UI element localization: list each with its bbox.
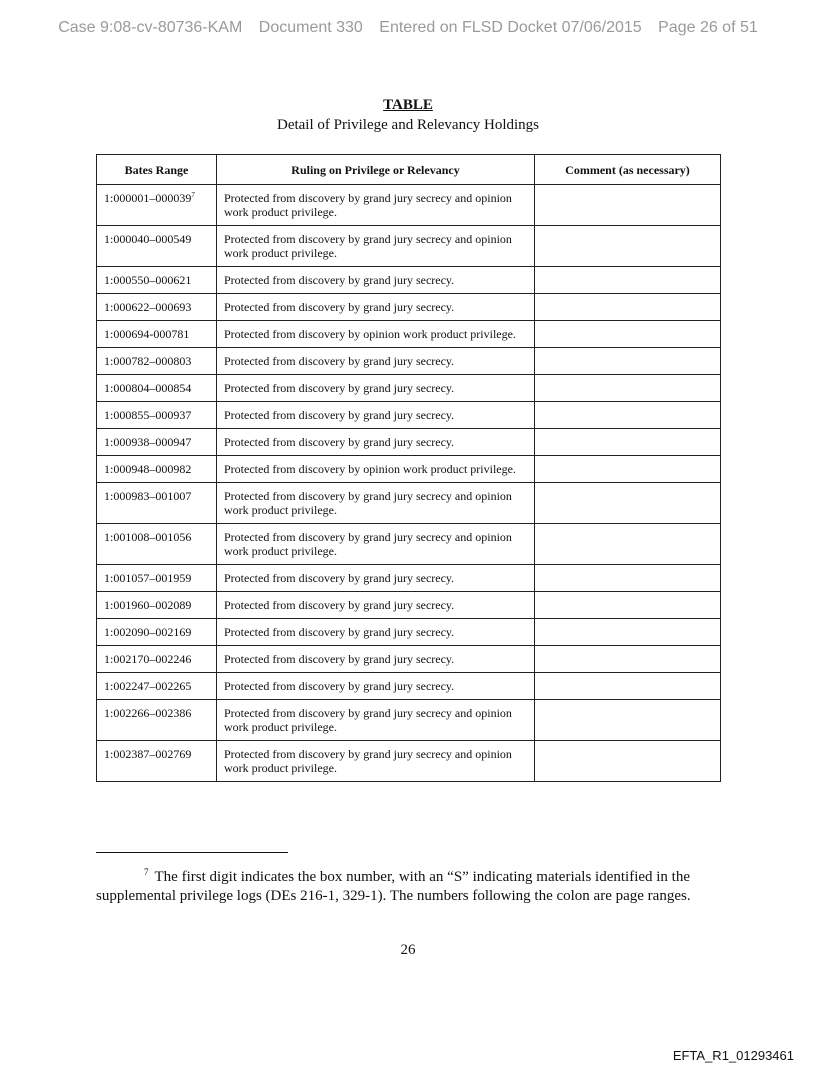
ruling-cell: Protected from discovery by grand jury secrecy and opinion work product privilege. — [217, 483, 535, 524]
ruling-cell: Protected from discovery by grand jury secrecy. — [217, 375, 535, 402]
docket-header — [0, 19, 816, 37]
comment-cell — [535, 646, 721, 673]
table-header-row — [97, 155, 721, 185]
bates-range: 1:000550–000621 — [104, 273, 192, 287]
ruling-cell: Protected from discovery by grand jury secrecy. — [217, 402, 535, 429]
comment-cell — [535, 321, 721, 348]
page-number: 26 — [400, 942, 416, 958]
docket-entry-date: Entered on FLSD Docket 07/06/2015 — [379, 19, 642, 36]
bates-range: 1:002266–002386 — [104, 706, 192, 720]
footnote-text: The first digit indicates the box number, with an “S” indicating materials identified in the supplemental privilege logs (DEs 216-1, 329-1). The numbers following the colon are page ranges. — [96, 869, 691, 904]
bates-range-cell — [97, 321, 217, 348]
comment-cell — [535, 226, 721, 267]
ruling-cell: Protected from discovery by grand jury secrecy and opinion work product privilege. — [217, 226, 535, 267]
bates-range-cell — [97, 619, 217, 646]
footnote-reference: 7 — [191, 191, 195, 199]
comment-cell — [535, 592, 721, 619]
bates-range: 1:000938–000947 — [104, 435, 192, 449]
bates-range-cell — [97, 646, 217, 673]
table-row — [97, 619, 721, 646]
comment-cell — [535, 483, 721, 524]
table-row — [97, 294, 721, 321]
privilege-table — [96, 154, 721, 782]
bates-range-cell — [97, 429, 217, 456]
table-row — [97, 483, 721, 524]
bates-range: 1:001057–001959 — [104, 571, 192, 585]
ruling-cell: Protected from discovery by opinion work product privilege. — [217, 456, 535, 483]
ruling-cell: Protected from discovery by grand jury secrecy. — [217, 592, 535, 619]
comment-cell — [535, 402, 721, 429]
table-row — [97, 348, 721, 375]
bates-range: 1:000804–000854 — [104, 381, 192, 395]
bates-range-cell — [97, 185, 217, 226]
bates-range: 1:002090–002169 — [104, 625, 192, 639]
comment-cell — [535, 348, 721, 375]
table-title: TABLE — [383, 97, 433, 113]
ruling-cell: Protected from discovery by grand jury secrecy. — [217, 429, 535, 456]
column-header-ruling: Ruling on Privilege or Relevancy — [217, 155, 535, 185]
ruling-cell: Protected from discovery by opinion work product privilege. — [217, 321, 535, 348]
bates-range: 1:000948–000982 — [104, 462, 192, 476]
footnote — [96, 868, 720, 906]
comment-cell — [535, 700, 721, 741]
table-subtitle: Detail of Privilege and Relevancy Holdings — [276, 117, 540, 133]
bates-range-cell — [97, 741, 217, 782]
table-row — [97, 429, 721, 456]
table-row — [97, 226, 721, 267]
bates-range: 1:001960–002089 — [104, 598, 192, 612]
bates-range-cell — [97, 348, 217, 375]
table-row — [97, 185, 721, 226]
table-row — [97, 402, 721, 429]
ruling-cell: Protected from discovery by grand jury secrecy. — [217, 619, 535, 646]
bates-range-cell — [97, 226, 217, 267]
ruling-cell: Protected from discovery by grand jury secrecy. — [217, 646, 535, 673]
footnote-divider — [96, 852, 288, 853]
bates-range-cell — [97, 402, 217, 429]
bates-range-cell — [97, 565, 217, 592]
bates-range: 1:000782–000803 — [104, 354, 192, 368]
comment-cell — [535, 456, 721, 483]
ruling-cell: Protected from discovery by grand jury secrecy. — [217, 673, 535, 700]
ruling-cell: Protected from discovery by grand jury secrecy. — [217, 267, 535, 294]
bates-range: 1:001008–001056 — [104, 530, 192, 544]
ruling-cell: Protected from discovery by grand jury secrecy and opinion work product privilege. — [217, 741, 535, 782]
page-count: Page 26 of 51 — [658, 19, 758, 36]
table-row — [97, 456, 721, 483]
bates-stamp: EFTA_R1_01293461 — [672, 1048, 794, 1063]
bates-range-cell — [97, 524, 217, 565]
bates-range-cell — [97, 375, 217, 402]
ruling-cell: Protected from discovery by grand jury secrecy. — [217, 294, 535, 321]
table-row — [97, 375, 721, 402]
table-row — [97, 321, 721, 348]
comment-cell — [535, 619, 721, 646]
comment-cell — [535, 429, 721, 456]
bates-range: 1:002387–002769 — [104, 747, 192, 761]
ruling-cell: Protected from discovery by grand jury secrecy and opinion work product privilege. — [217, 185, 535, 226]
document-number: Document 330 — [258, 19, 363, 36]
bates-range-cell — [97, 592, 217, 619]
bates-range-cell — [97, 483, 217, 524]
ruling-cell: Protected from discovery by grand jury secrecy. — [217, 348, 535, 375]
column-header-bates-range: Bates Range — [97, 155, 217, 185]
case-number: Case 9:08-cv-80736-KAM — [58, 19, 243, 36]
bates-range: 1:000040–000549 — [104, 232, 192, 246]
table-row — [97, 741, 721, 782]
bates-range: 1:000855–000937 — [104, 408, 192, 422]
bates-range: 1:000622–000693 — [104, 300, 192, 314]
table-row — [97, 267, 721, 294]
bates-range-cell — [97, 456, 217, 483]
bates-range-cell — [97, 673, 217, 700]
bates-range-cell — [97, 267, 217, 294]
table-row — [97, 524, 721, 565]
bates-range: 1:000983–001007 — [104, 489, 192, 503]
footnote-number: 7 — [144, 867, 149, 877]
ruling-cell: Protected from discovery by grand jury secrecy and opinion work product privilege. — [217, 700, 535, 741]
bates-range: 1:000694-000781 — [104, 327, 190, 341]
ruling-cell: Protected from discovery by grand jury secrecy. — [217, 565, 535, 592]
bates-range-cell — [97, 700, 217, 741]
ruling-cell: Protected from discovery by grand jury secrecy and opinion work product privilege. — [217, 524, 535, 565]
table-row — [97, 673, 721, 700]
comment-cell — [535, 185, 721, 226]
table-body — [97, 185, 721, 782]
table-row — [97, 592, 721, 619]
bates-range: 1:002170–002246 — [104, 652, 192, 666]
comment-cell — [535, 294, 721, 321]
comment-cell — [535, 565, 721, 592]
table-row — [97, 700, 721, 741]
table-row — [97, 565, 721, 592]
comment-cell — [535, 375, 721, 402]
comment-cell — [535, 673, 721, 700]
bates-range: 1:002247–002265 — [104, 679, 192, 693]
comment-cell — [535, 524, 721, 565]
bates-range-cell — [97, 294, 217, 321]
column-header-comment: Comment (as necessary) — [535, 155, 721, 185]
comment-cell — [535, 741, 721, 782]
table-row — [97, 646, 721, 673]
comment-cell — [535, 267, 721, 294]
bates-range: 1:000001–000039 — [104, 191, 192, 205]
